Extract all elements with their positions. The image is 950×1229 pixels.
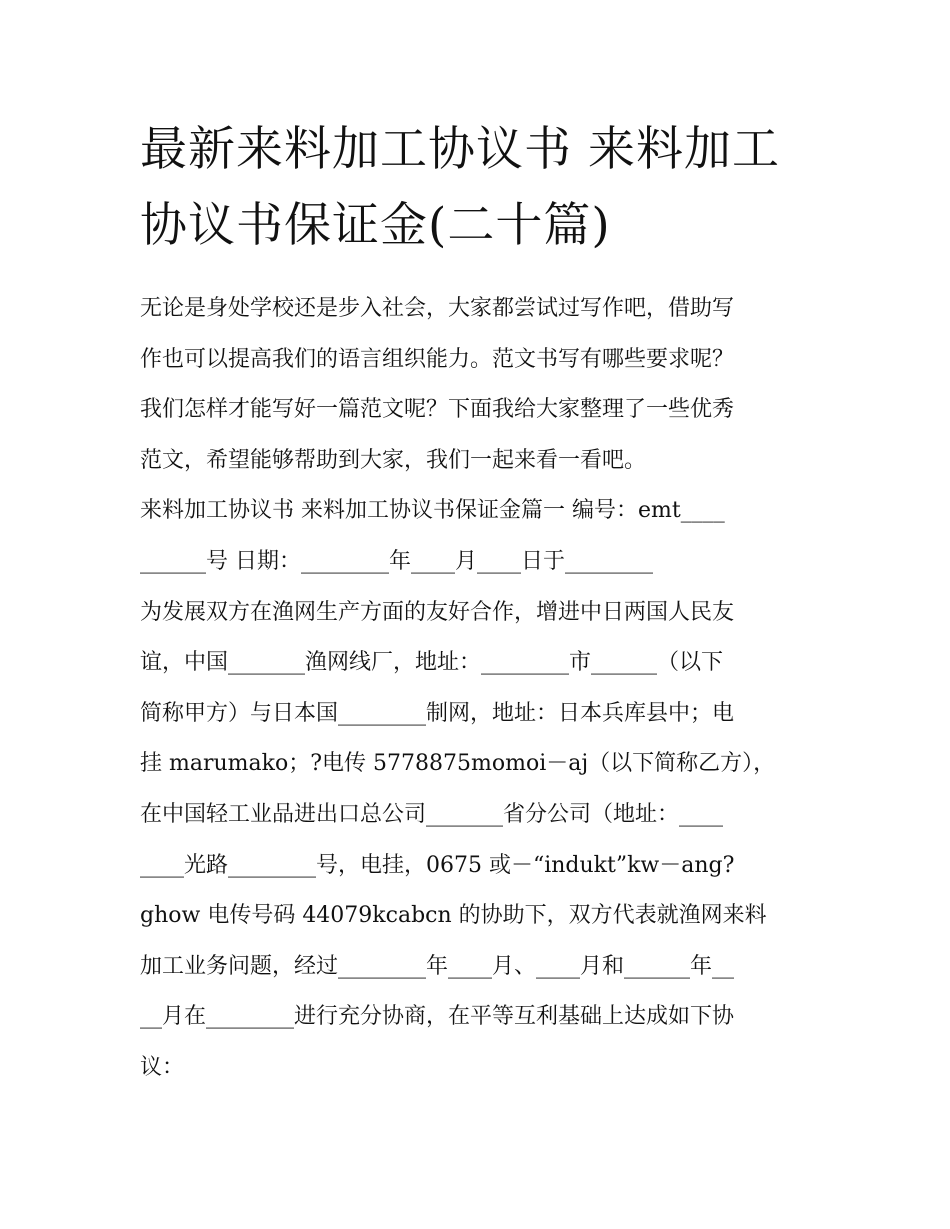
body-line: 为发展双方在渔网生产方面的友好合作，增进中日两国人民友 [140, 599, 735, 625]
body-line: 加工业务问题，经过________年____月、____月和______年__ [140, 953, 735, 979]
body-line: __月在________进行充分协商，在平等互利基础上达成如下协 [140, 1004, 735, 1030]
document-title [140, 112, 815, 264]
body-line: 简称甲方）与日本国________制网，地址：日本兵库县中；电 [140, 700, 735, 726]
document-content [140, 112, 815, 1094]
body-line: 挂 marumako；?电传 5778875momoi－aj（以下简称乙方）， [140, 751, 776, 777]
body-line: 我们怎样才能写好一篇范文呢？下面我给大家整理了一些优秀 [140, 397, 735, 423]
document-body [140, 284, 815, 1094]
title-line: 最新来料加工协议书 来料加工 [140, 122, 780, 177]
body-line: 在中国轻工业品进出口总公司_______省分公司（地址：____ [140, 801, 724, 827]
body-line: 来料加工协议书 来料加工协议书保证金篇一 编号：emt____ [140, 498, 725, 524]
body-line: ____光路________号，电挂，0675 或－“indukt”kw－ang? [140, 852, 735, 878]
body-line: 作也可以提高我们的语言组织能力。范文书写有哪些要求呢？ [140, 346, 735, 372]
body-line: 无论是身处学校还是步入社会，大家都尝试过写作吧，借助写 [140, 296, 735, 321]
body-line: 范文，希望能够帮助到大家，我们一起来看一看吧。 [140, 447, 647, 473]
title-line: 协议书保证金(二十篇) [140, 198, 611, 253]
body-line: ghow 电传号码 44079kcabcn 的协助下，双方代表就渔网来料 [140, 903, 767, 929]
body-line: 议： [140, 1054, 185, 1080]
body-line: ______号 日期：________年____月____日于________ [140, 548, 653, 574]
body-line: 谊，中国_______渔网线厂，地址：________市______（以下 [140, 650, 724, 676]
